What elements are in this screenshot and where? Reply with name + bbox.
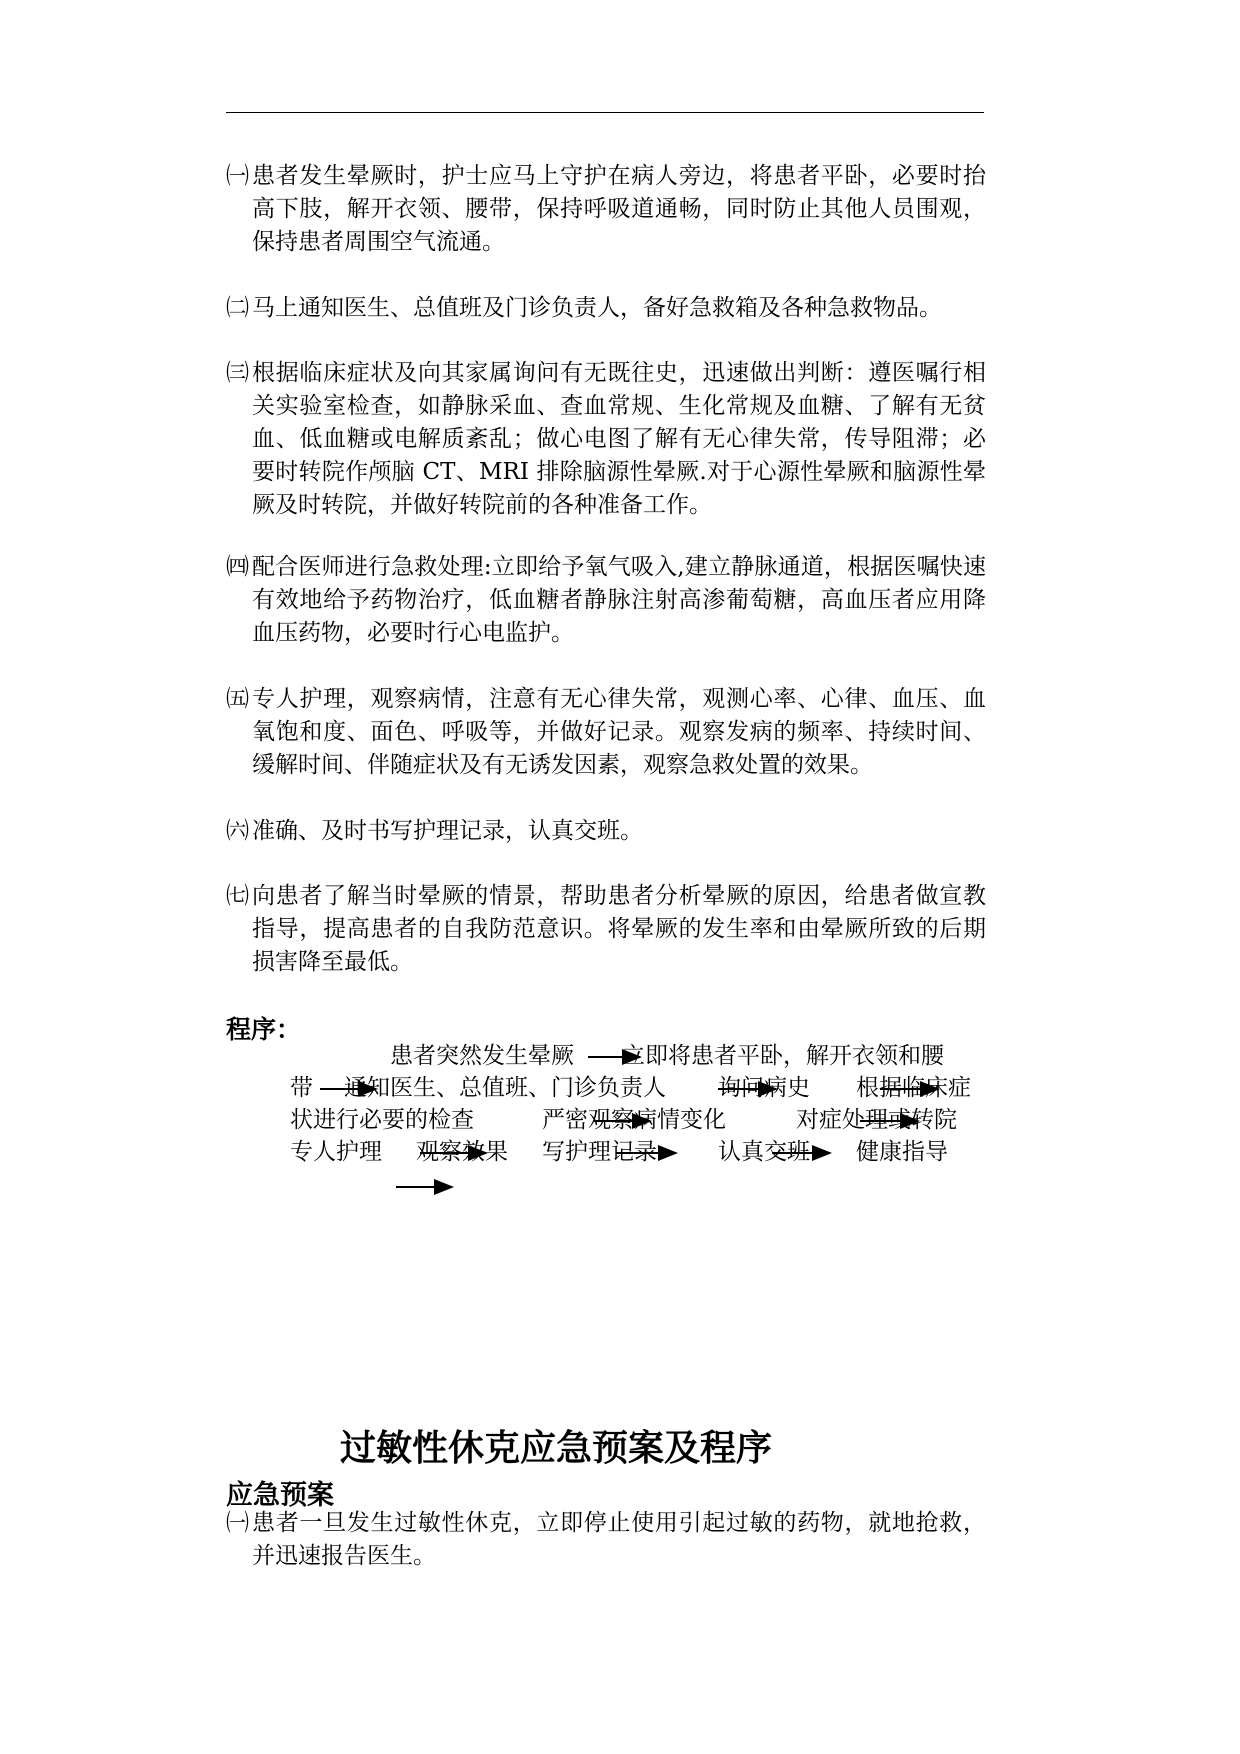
item-text: 根据临床症状及向其家属询问有无既往史，迅速做出判断：遵医嘱行相关实验室检查，如静脉采血、查血常规、生化常规及血糖、了解有无贫血、低血糖或电解质紊乱；做心电图了解有无心律失常，传导阻滞；必要时转院作颅脑 CT、MRI 排除脑源性晕厥.对于心源性晕厥和脑源性晕厥及时转院，并做好转院前的各种准备工作。: [252, 360, 986, 518]
flow-step: 对症处理或转院: [796, 1107, 957, 1133]
item-number: ㈦: [226, 883, 249, 909]
flow-step: 根据临床症: [856, 1075, 971, 1101]
item-number: ㈢: [226, 360, 249, 386]
flow-step: 状进行必要的检查: [290, 1107, 474, 1133]
flow-step: 通知医生、总值班、门诊负责人: [344, 1075, 666, 1101]
flow-step: 写护理记录: [542, 1139, 657, 1165]
flow-step: 严密观察病情变化: [542, 1107, 726, 1133]
flow-step: 询问病史: [718, 1075, 810, 1101]
flow-step: 健康指导: [856, 1139, 948, 1165]
section-subheading: 应急预案: [226, 1480, 334, 1511]
procedure-heading: 程序：: [226, 1015, 302, 1044]
item-text: 马上通知医生、总值班及门诊负责人，备好急救箱及各种急救物品。: [252, 295, 942, 321]
item-number: ㈡: [226, 295, 249, 321]
item-text: 配合医师进行急救处理:立即给予氧气吸入,建立静脉通道，根据医嘱快速有效地给予药物治疗，低血糖者静脉注射高渗葡萄糖，高血压者应用降血压药物，必要时行心电监护。: [252, 554, 986, 646]
item-number: ㈣: [226, 554, 249, 580]
item-text: 准确、及时书写护理记录，认真交班。: [252, 818, 643, 844]
item-number: ㈥: [226, 818, 249, 844]
list-item: [226, 1507, 986, 1573]
item-number: ㈤: [226, 686, 249, 712]
flow-step: 观察效果: [416, 1139, 508, 1165]
section-title: 过敏性休克应急预案及程序: [340, 1428, 773, 1469]
flow-step: 立即将患者平卧，解开衣领和腰: [622, 1043, 944, 1069]
flow-step: 患者突然发生晕厥: [390, 1043, 574, 1069]
item-number: ㈠: [226, 1510, 249, 1536]
item-text: 患者发生晕厥时，护士应马上守护在病人旁边，将患者平卧，必要时抬高下肢，解开衣领、腰带，保持呼吸道通畅，同时防止其他人员围观，保持患者周围空气流通。: [252, 163, 986, 255]
item-number: ㈠: [226, 163, 249, 189]
item-text: 专人护理，观察病情，注意有无心律失常，观测心率、心律、血压、血氧饱和度、面色、呼吸等，并做好记录。观察发病的频率、持续时间、缓解时间、伴随症状及有无诱发因素，观察急救处置的效果。: [252, 686, 986, 778]
item-text: 患者一旦发生过敏性休克，立即停止使用引起过敏的药物，就地抢救，并迅速报告医生。: [252, 1510, 986, 1569]
flow-step: 专人护理: [290, 1139, 382, 1165]
flow-step: 认真交班: [718, 1139, 810, 1165]
flow-step: 带: [290, 1075, 313, 1101]
item-text: 向患者了解当时晕厥的情景，帮助患者分析晕厥的原因，给患者做宣教指导，提高患者的自我防范意识。将晕厥的发生率和由晕厥所致的后期损害降至最低。: [252, 883, 986, 975]
